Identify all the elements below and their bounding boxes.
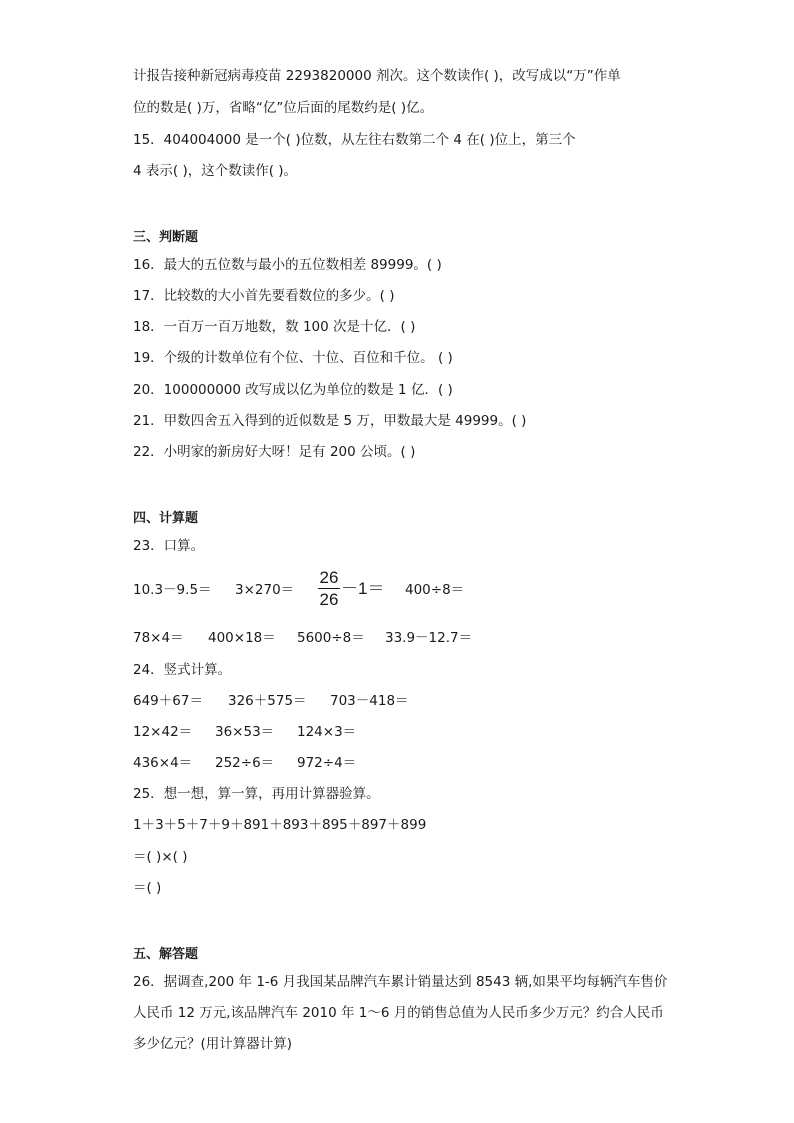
q23-expr-5: 78×4＝ <box>133 630 184 646</box>
q21-text: 21．甲数四舍五入得到的近似数是 5 万，甲数最大是 49999。( ) <box>133 413 527 429</box>
q25-step-1: ＝( )×( ) <box>133 849 188 865</box>
q24-expr-6: 124×3＝ <box>297 724 357 740</box>
q25-title: 25．想一想，算一算，再用计算器验算。 <box>133 786 380 802</box>
q23-expr-6: 400×18＝ <box>208 630 276 646</box>
q14-text-line-2: 位的数是( )万，省略“亿”位后面的尾数约是( )亿。 <box>133 100 434 116</box>
q23-fraction-tail: －1＝ <box>341 579 385 598</box>
q23-fraction <box>318 568 340 609</box>
q22-text: 22．小明家的新房好大呀！足有 200 公顷。( ) <box>133 444 416 460</box>
fraction-numerator: 26 <box>319 568 339 587</box>
q23-expr-1: 10.3－9.5＝ <box>133 582 212 598</box>
q24-expr-8: 252÷6＝ <box>215 755 275 771</box>
q23-expr-4: 400÷8＝ <box>405 582 465 598</box>
q23-expr-2: 3×270＝ <box>235 582 295 598</box>
q23-expr-8: 33.9－12.7＝ <box>385 630 473 646</box>
q25-step-2: ＝( ) <box>133 880 162 896</box>
q24-expr-7: 436×4＝ <box>133 755 193 771</box>
fraction-denominator: 26 <box>319 590 339 610</box>
q24-expr-2: 326＋575＝ <box>228 693 307 709</box>
q24-expr-5: 36×53＝ <box>215 724 275 740</box>
section3-heading: 三、判断题 <box>133 230 199 245</box>
q24-expr-4: 12×42＝ <box>133 724 193 740</box>
q24-expr-3: 703－418＝ <box>330 693 409 709</box>
q19-text: 19．个级的计数单位有个位、十位、百位和千位。 ( ) <box>133 350 453 366</box>
q26-text-line-1: 26．据调查,200 年 1-6 月我国某品牌汽车累计销量达到 8543 辆,如果平均每辆汽车售价 <box>133 974 668 990</box>
q24-title: 24．竖式计算。 <box>133 662 232 678</box>
q20-text: 20．100000000 改写成以亿为单位的数是 1 亿．( ) <box>133 382 453 398</box>
section4-heading: 四、计算题 <box>133 511 199 526</box>
q14-text-line-1: 计报告接种新冠病毒疫苗 2293820000 剂次。这个数读作( )，改写成以“万”作单 <box>133 68 621 84</box>
q18-text: 18．一百万一百万地数，数 100 次是十亿．( ) <box>133 319 416 335</box>
q23-title: 23．口算。 <box>133 538 205 554</box>
fraction-bar <box>318 588 340 589</box>
q26-text-line-2: 人民币 12 万元,该品牌汽车 2010 年 1～6 月的销售总值为人民币多少万元？约合人民币 <box>133 1005 664 1021</box>
q17-text: 17．比较数的大小首先要看数位的多少。( ) <box>133 288 395 304</box>
q23-expr-7: 5600÷8＝ <box>297 630 365 646</box>
q24-expr-1: 649＋67＝ <box>133 693 203 709</box>
section5-heading: 五、解答题 <box>133 947 199 962</box>
q24-expr-9: 972÷4＝ <box>297 755 357 771</box>
q15-text-line-2: 4 表示( )，这个数读作( )。 <box>133 163 298 179</box>
q15-text-line-1: 15．404004000 是一个( )位数，从左往右数第二个 4 在( )位上，第三个 <box>133 132 576 148</box>
q16-text: 16．最大的五位数与最小的五位数相差 89999。( ) <box>133 257 442 273</box>
q25-expression: 1＋3＋5＋7＋9＋891＋893＋895＋897＋899 <box>133 817 427 833</box>
q26-text-line-3: 多少亿元？(用计算器计算) <box>133 1036 293 1052</box>
